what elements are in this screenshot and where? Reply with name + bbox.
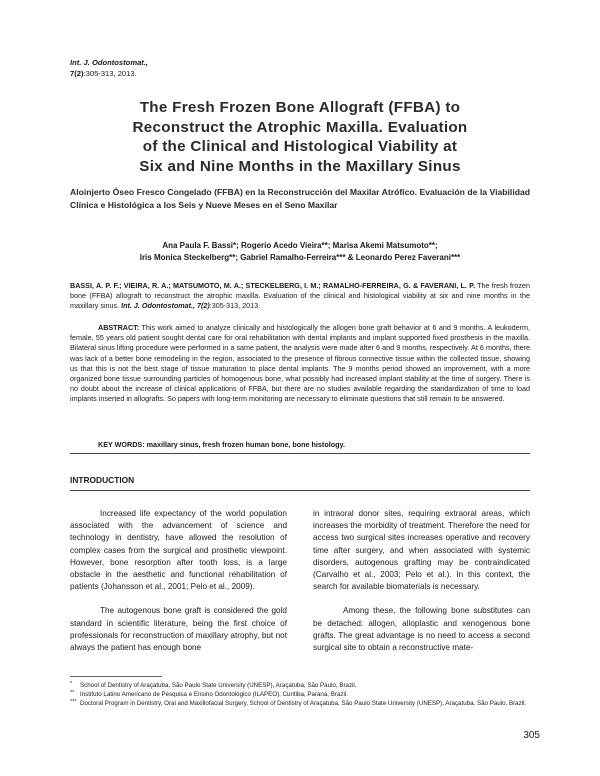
footnote (70, 681, 530, 690)
keywords-text: maxillary sinus, fresh frozen human bone, bone histology. (146, 440, 345, 449)
journal-reference (70, 57, 148, 79)
footnote-text: Instituto Latino Americano de Pesquisa e Ensino Odontológico (ILAPEO), Curitiba, Paraná, Brazil. (80, 691, 348, 698)
footnote (70, 690, 530, 699)
title-line: Reconstruct the Atrophic Maxilla. Evaluation (132, 118, 468, 136)
footnote-text: School of Dentistry of Araçatuba, São Paulo State University (UNESP), Araçatuba, São Paulo, Brazil. (80, 682, 357, 689)
body-column-left (70, 508, 287, 666)
paper-title (90, 98, 510, 176)
journal-name: Int. J. Odontostomat., (70, 58, 149, 67)
citation-pages: :305-313, 2013. (209, 301, 261, 311)
title-line: Six and Nine Months in the Maxillary Sinus (139, 157, 461, 175)
journal-pages: :305-313, 2013. (83, 69, 137, 78)
keywords-label: KEY WORDS: (98, 440, 145, 449)
citation-source: Int. J. Odontostomat., 7(2) (121, 301, 210, 311)
footnote-mark: ** (70, 690, 75, 696)
footnotes (70, 681, 530, 708)
author-list (70, 240, 530, 264)
keywords (98, 440, 345, 449)
body-column-right (313, 508, 530, 666)
footnote-text: Doctoral Program in Dentistry, Oral and Maxillofacial Surgery, School of Dentistry of Araçatuba, São Paulo State University (UNESP), Araçatuba, São Paulo, Brazil. (80, 700, 527, 707)
section-heading: INTRODUCTION (70, 475, 135, 485)
body-paragraph: The autogenous bone graft is considered the gold standard in scientific literature, being the first choice of professionals for reconstruction of maxillary atrophy, but not always the patient has enough bone (70, 606, 287, 653)
abstract-label: ABSTRACT: (98, 323, 140, 332)
page-number: 305 (523, 730, 540, 741)
citation-block (70, 281, 530, 312)
body-paragraph: Increased life expectancy of the world population associated with the advancement of science and technology in dentistry, have allowed the resolution of complex cases from the surgical and prosthetic viewpoint. However, bone resorption after tooth loss, is a large obstacle in the aesthetic and functional rehabilitation of patients (Johansson et al., 2001; Pelo et al., 2009). (70, 509, 287, 592)
footnote-mark: * (70, 681, 73, 687)
section-divider (70, 453, 530, 454)
footnote-mark: *** (70, 699, 77, 705)
body-paragraph: Among these, the following bone substitutes can be detached: allogen, alloplastic and xenogenous bone grafts. The great advantage is no need to access a second surgical site to obtain a reconstructive mate- (313, 606, 530, 653)
footnote (70, 699, 530, 708)
footnote-divider (70, 676, 162, 677)
abstract (70, 323, 530, 405)
section-divider (70, 490, 530, 491)
body-paragraph: in intraoral donor sites, requiring extraoral areas, which increases the morbidity of treatment. Therefore the need for access two surgical sites increases operative and recovery time after surgery, and when associated with systemic disorders, autogenous grafting may be contraindicated (Carvalho et al., 2003; Pelo et al.). In this context, the search for available biomaterials is necessary. (313, 509, 530, 592)
author-line: Ana Paula F. Bassi*; Rogerio Acedo Vieira**; Marisa Akemi Matsumoto**; (162, 241, 438, 250)
title-line: of the Clinical and Histological Viability at (142, 138, 458, 156)
journal-volume: 7(2) (70, 69, 84, 78)
spanish-title: Aloinjerto Óseo Fresco Congelado (FFBA) en la Reconstrucción del Maxilar Atrófico. Evaluación de la Viabilidad Clínica e Histológica a los Seis y Nueve Meses en el Seno Maxilar (70, 187, 530, 210)
abstract-text: This work aimed to analyze clinically and histologically the allogen bone graft behavior at 6 and 9 months. A leukoderm, female, 55 years old patient sought dental care for oral rehabilitation with dental implants and implant supported fixed prosthesis in the maxilla. Bilateral sinus lifting procedure were performed in a same patient, the analysis were made after 6 and 9 months, respectively. At 6 months, there was lack of a better bone remodeling in the region, associated to the presence of fibrous connective tissue within the collected tissue, showing us that this is not the best stage of tissue maturation to place dental implants. The 9 months period showed an improvement, with a more organized bone tissue surrounding particles of homogenous bone, what possibly had increased implant stability at the time of surgery. There is no doubt about the increase of clinical applications of FFBA, but there are no studies available regarding the standardization of time to load implants inserted in allografts. So papers with long-term monitoring are necessary to eliminate questions that still remain to be answered. (70, 323, 530, 404)
citation-authors: BASSI, A. P. F.; VIEIRA, R. A.; MATSUMOTO, M. A.; STECKELBERG, I. M.; RAMALHO-FERREIRA, G. & FAVERANI, L. P. (70, 281, 475, 290)
citation-text: The fresh frozen bone (FFBA) allograft to reconstruct the atrophic maxilla. Evaluation of the clinical and histological viability at six and nine months in the maxillary sinus. (70, 281, 531, 311)
author-line: Iris Monica Steckelberg**; Gabriel Ramalho-Ferreira*** & Leonardo Perez Faverani*** (139, 253, 461, 262)
title-line: The Fresh Frozen Bone Allograft (FFBA) to (139, 99, 461, 116)
